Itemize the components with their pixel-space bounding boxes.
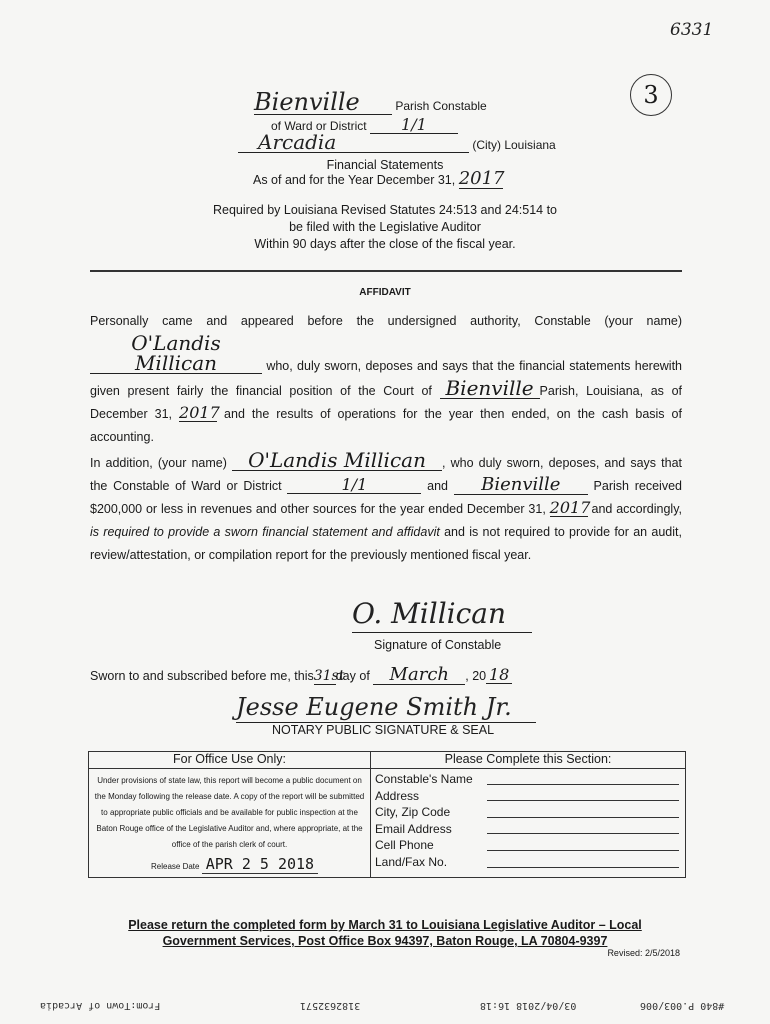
constable-signature-label: Signature of Constable [374, 638, 502, 652]
office-use-table [88, 751, 686, 878]
office-use-notice: Under provisions of state law, this report will become a public document on the Monday following the release date. A copy of the report will be submitted to appropriate public officials and be available for public inspection at the Baton Rouge office of the Legislative Auditor and, where appropriate, at the office of the parish clerk of court. [94, 776, 365, 849]
field-label: Land/Fax No. [375, 854, 448, 869]
p2-text-d: Parish received $200,000 or less in revenues and other sources for the year ended December 31, [90, 479, 682, 516]
statute-line-3: Within 90 days after the close of the fiscal year. [254, 237, 516, 251]
complete-section-cell [371, 769, 686, 878]
p2-italic-text: is required to provide a sworn financial statement and affidavit [90, 525, 440, 539]
p1-text-a: Personally came and appeared before the undersigned authority, Constable (your name) [90, 314, 682, 328]
release-date-stamp: APR 2 5 2018 [202, 855, 318, 874]
office-use-heading: For Office Use Only: [89, 752, 371, 769]
sworn-line [90, 666, 512, 685]
statute-line-1: Required by Louisiana Revised Statutes 24:513 and 24:514 to [213, 203, 557, 217]
affidavit-heading: AFFIDAVIT [359, 287, 411, 298]
release-date-label: Release Date [151, 862, 200, 871]
sworn-text-b: day of [335, 669, 370, 683]
parish-label: Parish Constable [395, 99, 487, 113]
parish-line [254, 90, 487, 115]
year-line-text: As of and for the Year December 31, [253, 173, 456, 187]
parish-value: Bienville [254, 90, 392, 115]
field-blank[interactable] [487, 837, 679, 851]
sworn-text-c: , 20 [465, 669, 487, 683]
constable-signature: O. Millican [352, 596, 532, 633]
p2-year: 2017 [549, 498, 591, 517]
ward-value: 1/1 [370, 117, 458, 134]
field-label: Constable's Name [375, 772, 473, 786]
circled-number: 3 [630, 74, 672, 116]
doc-title: Financial Statements [326, 158, 444, 172]
p2-text-f: and is not required to provide for an audit, review/attestation, or compilation report for the previously mentioned fiscal year. [90, 525, 682, 562]
sworn-day: 31st [313, 668, 345, 684]
fax-header-page: #840 P.003/006 [640, 1000, 725, 1011]
fax-header-number: 3182632571 [300, 1000, 361, 1011]
revised-date: Revised: 2/5/2018 [607, 948, 680, 958]
release-date-row [151, 855, 318, 873]
constable-info-field [375, 804, 685, 821]
affidavit-paragraph-2 [90, 450, 682, 567]
return-instructions [0, 917, 770, 949]
constable-info-field [375, 788, 685, 805]
year-line [253, 170, 503, 189]
field-blank[interactable] [487, 821, 679, 835]
complete-section-heading: Please Complete this Section: [371, 752, 686, 769]
ward-label: of Ward or District [271, 119, 367, 133]
sworn-month: March [373, 666, 465, 685]
office-use-cell [89, 769, 371, 878]
statute-requirement [0, 202, 770, 253]
p1-year: 2017 [179, 403, 220, 422]
p2-parish: Bienville [454, 476, 588, 495]
field-label: City, Zip Code [375, 805, 451, 820]
fax-header-right: From:Town of Arcadia [40, 1000, 161, 1011]
p2-text-b: , who duly sworn, deposes, and says that the Constable of Ward or District [90, 456, 683, 493]
p2-ward: 1/1 [287, 477, 421, 494]
field-blank[interactable] [487, 788, 679, 802]
notary-signature-label: NOTARY PUBLIC SIGNATURE & SEAL [272, 723, 495, 737]
field-blank[interactable] [487, 771, 679, 785]
p1-court-parish: Bienville [440, 378, 540, 399]
notary-signature: Jesse Eugene Smith Jr. [236, 692, 536, 723]
divider-rule [90, 270, 682, 272]
sworn-year: 18 [486, 667, 512, 684]
city-label: (City) Louisiana [472, 138, 556, 152]
p1-text-c: Parish, Louisiana, as of December 31, [90, 384, 682, 421]
field-blank[interactable] [487, 804, 679, 818]
constable-info-field [375, 821, 685, 838]
statute-line-2: be filed with the Legislative Auditor [289, 220, 481, 234]
return-line-1: Please return the completed form by March 31 to Louisiana Legislative Auditor – Local [128, 918, 642, 932]
field-label: Cell Phone [375, 838, 434, 853]
fax-header-datetime: 03/04/2018 16:18 [480, 1000, 577, 1011]
return-line-2: Government Services, Post Office Box 94397, Baton Rouge, LA 70804-9397 [162, 934, 608, 948]
sworn-text-a: Sworn to and subscribed before me, this [90, 669, 314, 683]
field-blank[interactable] [487, 854, 679, 868]
city-value: Arcadia [238, 132, 469, 153]
constable-info-fields [371, 769, 685, 871]
p1-text-d: and the results of operations for the year then ended, on the cash basis of accounting. [90, 407, 682, 444]
year-value: 2017 [458, 168, 505, 189]
field-label: Address [375, 788, 420, 803]
field-label: Email Address [375, 821, 452, 836]
affidavit-paragraph-1 [90, 310, 682, 449]
p1-text-b: who, duly sworn, deposes and says that the financial statements herewith given present fairly the financial position of the Court of [90, 359, 682, 398]
city-line [238, 132, 556, 153]
constable-info-field [375, 837, 685, 854]
corner-page-number: 6331 [670, 20, 714, 40]
p1-constable-name: O'Landis Millican [90, 333, 262, 374]
p2-text-c: and [427, 479, 448, 493]
constable-info-field [375, 854, 685, 871]
constable-info-field [375, 771, 685, 788]
p2-text-e: and accordingly, [591, 502, 682, 516]
p2-constable-name: O'Landis Millican [232, 450, 442, 471]
p2-text-a: In addition, (your name) [90, 456, 227, 470]
